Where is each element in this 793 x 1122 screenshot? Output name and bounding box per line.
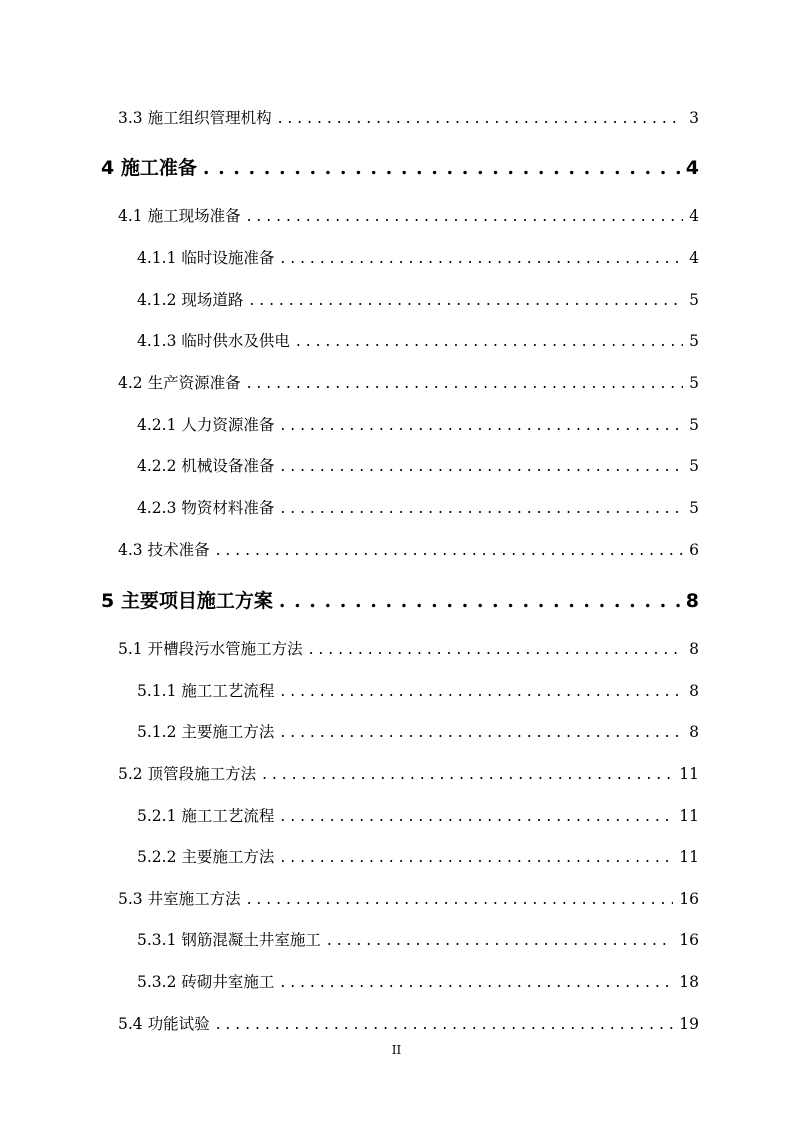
dot-leader — [216, 1015, 674, 1033]
toc-entry-page: 5 — [689, 499, 699, 517]
toc-entry-label: 5.2 顶管段施工方法 — [118, 765, 257, 783]
dot-leader — [249, 291, 683, 309]
dot-leader — [216, 541, 684, 559]
toc-entry-4-1-3[interactable] — [137, 329, 699, 351]
toc-entry-4-2[interactable] — [118, 371, 699, 393]
dot-leader — [279, 590, 680, 612]
toc-entry-label: 5 主要项目施工方案 — [101, 590, 273, 612]
dot-leader — [280, 807, 673, 825]
toc-entry-page: 4 — [689, 207, 699, 225]
toc-entry-label: 5.4 功能试验 — [118, 1015, 210, 1033]
toc-entry-page: 3 — [689, 109, 699, 127]
toc-entry-label: 4.1 施工现场准备 — [118, 207, 241, 225]
toc-entry-label: 5.1 开槽段污水管施工方法 — [118, 640, 303, 658]
toc-entry-page: 8 — [689, 682, 699, 700]
dot-leader — [247, 207, 684, 225]
toc-entry-label: 4.2.3 物资材料准备 — [137, 499, 275, 517]
toc-entry-page: 11 — [679, 807, 699, 825]
page-number: II — [391, 1043, 402, 1057]
toc-entry-4-1-1[interactable] — [137, 246, 699, 268]
toc-entry-5-2-1[interactable] — [137, 804, 699, 826]
toc-entry-page: 5 — [689, 374, 699, 392]
toc-entry-5-2-2[interactable] — [137, 845, 699, 867]
dot-leader — [280, 499, 683, 517]
toc-entry-page: 19 — [679, 1015, 699, 1033]
dot-leader — [280, 249, 683, 267]
toc-entry-label: 5.3 井室施工方法 — [118, 890, 241, 908]
toc-entry-label: 4.2 生产资源准备 — [118, 374, 241, 392]
toc-entry-label: 4.3 技术准备 — [118, 541, 210, 559]
toc-entry-label: 4.1.2 现场道路 — [137, 291, 244, 309]
toc-entry-page: 16 — [679, 890, 699, 908]
dot-leader — [280, 973, 673, 991]
toc-entry-page: 6 — [689, 541, 699, 559]
dot-leader — [278, 109, 684, 127]
toc-entry-5-1-2[interactable] — [137, 720, 699, 742]
toc-entry-label: 3.3 施工组织管理机构 — [118, 109, 272, 127]
toc-entry-4-1[interactable] — [118, 204, 699, 226]
toc-entry-4-2-2[interactable] — [137, 454, 699, 476]
toc-entry-label: 5.2.2 主要施工方法 — [137, 848, 275, 866]
toc-entry-page: 5 — [689, 332, 699, 350]
toc-entry-page: 4 — [689, 249, 699, 267]
toc-entry-4-1-2[interactable] — [137, 288, 699, 310]
toc-entry-5-1-1[interactable] — [137, 679, 699, 701]
dot-leader — [280, 848, 673, 866]
toc-entry-label: 4.2.2 机械设备准备 — [137, 457, 275, 475]
toc-entry-page: 4 — [685, 157, 699, 179]
dot-leader — [309, 640, 684, 658]
dot-leader — [262, 765, 673, 783]
toc-entry-4-2-3[interactable] — [137, 496, 699, 518]
toc-entry-4-2-1[interactable] — [137, 413, 699, 435]
toc-entry-label: 4 施工准备 — [101, 157, 197, 179]
toc-entry-page: 11 — [679, 848, 699, 866]
toc-entry-5[interactable] — [101, 586, 699, 613]
toc-entry-5-3[interactable] — [118, 887, 699, 909]
toc-entry-label: 5.1.1 施工工艺流程 — [137, 682, 275, 700]
toc-entry-label: 5.3.1 钢筋混凝土井室施工 — [137, 931, 321, 949]
toc-entry-4[interactable] — [101, 153, 699, 180]
toc-entry-5-2[interactable] — [118, 762, 699, 784]
dot-leader — [203, 157, 680, 179]
toc-entry-label: 5.1.2 主要施工方法 — [137, 723, 275, 741]
toc-entry-5-3-2[interactable] — [137, 970, 699, 992]
toc-entry-5-1[interactable] — [118, 637, 699, 659]
dot-leader — [296, 332, 683, 350]
dot-leader — [247, 890, 674, 908]
toc-entry-page: 18 — [679, 973, 699, 991]
toc-entry-label: 4.2.1 人力资源准备 — [137, 416, 275, 434]
toc-entry-label: 4.1.1 临时设施准备 — [137, 249, 275, 267]
toc-entry-page: 5 — [689, 416, 699, 434]
toc-entry-label: 5.3.2 砖砌井室施工 — [137, 973, 275, 991]
toc-entry-label: 4.1.3 临时供水及供电 — [137, 332, 290, 350]
toc-entry-label: 5.2.1 施工工艺流程 — [137, 807, 275, 825]
toc-entry-page: 8 — [685, 590, 699, 612]
dot-leader — [280, 682, 683, 700]
toc-entry-page: 16 — [679, 931, 699, 949]
dot-leader — [327, 931, 673, 949]
toc-entry-page: 11 — [679, 765, 699, 783]
dot-leader — [280, 723, 683, 741]
toc-entry-4-3[interactable] — [118, 538, 699, 560]
dot-leader — [280, 416, 683, 434]
dot-leader — [247, 374, 684, 392]
toc-entry-page: 5 — [689, 457, 699, 475]
toc-entry-5-4[interactable] — [118, 1012, 699, 1034]
toc-entry-page: 5 — [689, 291, 699, 309]
toc-entry-5-3-1[interactable] — [137, 928, 699, 950]
toc-entry-page: 8 — [689, 723, 699, 741]
dot-leader — [280, 457, 683, 475]
toc-entry-3-3[interactable] — [118, 106, 699, 128]
toc-entry-page: 8 — [689, 640, 699, 658]
